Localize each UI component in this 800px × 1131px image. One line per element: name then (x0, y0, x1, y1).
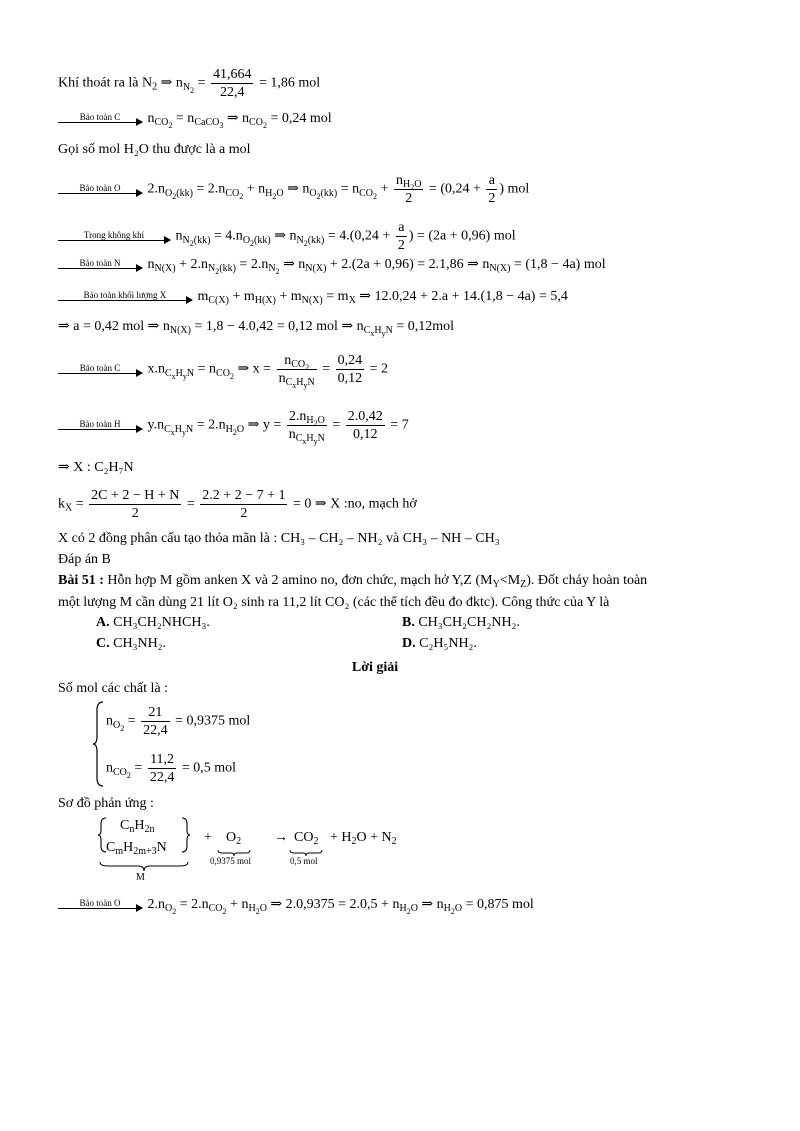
line-bao-toan-khoi-luong: Bảo toàn khối lượng X $m_{C(X)} + m_{H(X)} + m_{N(X)} = m_X$ ⇒ 12.0,24 + 2.a + 14.(1,8 − 4a) = 5,4 (58, 288, 568, 306)
conservation-arrow: Trong không khí (58, 232, 170, 241)
line-isomers: X có 2 đồng phân cấu tạo thỏa mãn là : CH₃ – CH₂ – NH₂ và CH₃ – NH – CH₃ (58, 531, 500, 546)
option-b[interactable]: B. CH₃CH₂CH₂NH₂. (402, 615, 520, 630)
line-trong-khong-khi: Trong không khí $n_{N_2(kk)} = 4.n_{O_2(kk)}$ ⇒ $n_{N_2(kk)} = 4.(0,24$ + $\frac{a}{2}$ ) = (2a + 0,96) mol (58, 219, 516, 254)
option-c[interactable]: C. CH₃NH₂. (96, 636, 167, 651)
conservation-arrow: Bảo toàn N (58, 260, 142, 269)
line-h2o-a: Gọi số mol H₂O thu được là a mol (58, 142, 251, 157)
conservation-arrow: Bảo toàn H (58, 421, 142, 430)
reaction-scheme: $C_nH_{2n}$ $C_mH_{2m+3}N$ M + $O_2$ 0,9375 mol → $CO_2$ 0,5 mol + $H_2O + N_2$ (98, 816, 518, 888)
line-final-bao-toan-o: Bảo toàn O $2.n_{O_2} = 2.n_{CO_2} + n_{H_2O}$ ⇒ $2.0,9375 = 2.0,5 + n_{H_2O}$ ⇒ $n_{H_2O} = 0,875$ mol (58, 896, 534, 914)
line-formula-x: ⇒ X : C₂H₇N (58, 460, 134, 475)
line-find-x: Bảo toàn C $x.n_{C_xH_yN} = n_{CO_2}$ ⇒ x = $\frac{n_{CO_2}}{n_{C_xH_yN}}$ = $\frac{0,24}{0,12}$ = 2 (58, 352, 388, 387)
line-n-o2: $n_{O_2}$ = $\frac{21}{22,4}$ = 0,9375 mol (106, 705, 251, 738)
conservation-arrow: Bảo toàn O (58, 185, 142, 194)
line-a-value: ⇒ a = 0,42 mol ⇒ $n_{N(X)} = 1,8 - 4.0,42 = 0,12$ mol ⇒ $n_{C_xH_yN} = 0,12mol$ (58, 319, 454, 338)
conservation-arrow: Bảo toàn O (58, 900, 142, 909)
line-n2-moles: Khí thoát ra là $N_2$ ⇒ $n_{N_2}$ = $\frac{41,664}{22,4}$ = 1,86 mol (58, 67, 321, 100)
line-bao-toan-c: Bảo toàn C $n_{CO_2} = n_{CaCO_3}$ ⇒ $n_{CO_2} = 0,24$ mol (58, 110, 332, 128)
conservation-arrow: Bảo toàn C (58, 114, 142, 123)
problem-51-line1: Bài 51 : Hỗn hợp M gồm anken X và 2 amino no, đơn chức, mạch hở Y,Z $(M_Y<M_Z)$. Đốt cháy hoàn toàn (58, 573, 648, 590)
conservation-arrow: Bảo toàn khối lượng X (58, 292, 192, 301)
line-reaction-intro: Sơ đồ phản ứng : (58, 796, 154, 811)
line-find-y: Bảo toàn H $y.n_{C_xH_yN} = 2.n_{H_2O}$ ⇒ y = $\frac{2.n_{H_2O}}{n_{C_xH_yN}}$ = $\frac{2.0,42}{0,12}$ = 7 (58, 408, 409, 443)
line-moles-intro: Số mol các chất là : (58, 681, 169, 696)
conservation-arrow: Bảo toàn C (58, 365, 142, 374)
system-brace (93, 700, 105, 788)
line-k-value: $k_X$ = $\frac{2C + 2 - H + N}{2}$ = $\frac{2.2 + 2 - 7 + 1}{2}$ = 0 ⇒ X :no, mạch hở (58, 488, 417, 521)
solution-heading: Lời giải (351, 660, 399, 675)
line-bao-toan-o: Bảo toàn O $2.n_{O_2(kk)} = 2.n_{CO_2} + n_{H_2O}$ ⇒ $n_{O_2(kk)} = n_{CO_2}$ + $\frac{n_{H_2O}}{2}$ = (0,24 + $\frac{a}{2}$ ) mol (58, 172, 529, 207)
option-d[interactable]: D. C₂H₅NH₂. (402, 636, 477, 651)
line-n-co2: $n_{CO_2}$ = $\frac{11,2}{22,4}$ = 0,5 mol (106, 752, 236, 785)
option-a[interactable]: A. CH₃CH₂NHCH₃. (96, 615, 210, 630)
fraction: $\frac{41,664}{22,4}$ (212, 67, 252, 100)
line-bao-toan-n: Bảo toàn N $n_{N(X)} + 2.n_{N_2(kk)} = 2.n_{N_2}$ ⇒ $n_{N(X)} + 2.(2a + 0,96) = 2.1,86$ ⇒ $n_{N(X)} = (1,8 - 4a)$ mol (58, 256, 606, 274)
line-answer: Đáp án B (58, 552, 111, 567)
problem-51-line2: một lượng M cần dùng 21 lít O₂ sinh ra 11,2 lít CO₂ (các thể tích đều đo đktc). Công thức của Y là (58, 595, 610, 610)
